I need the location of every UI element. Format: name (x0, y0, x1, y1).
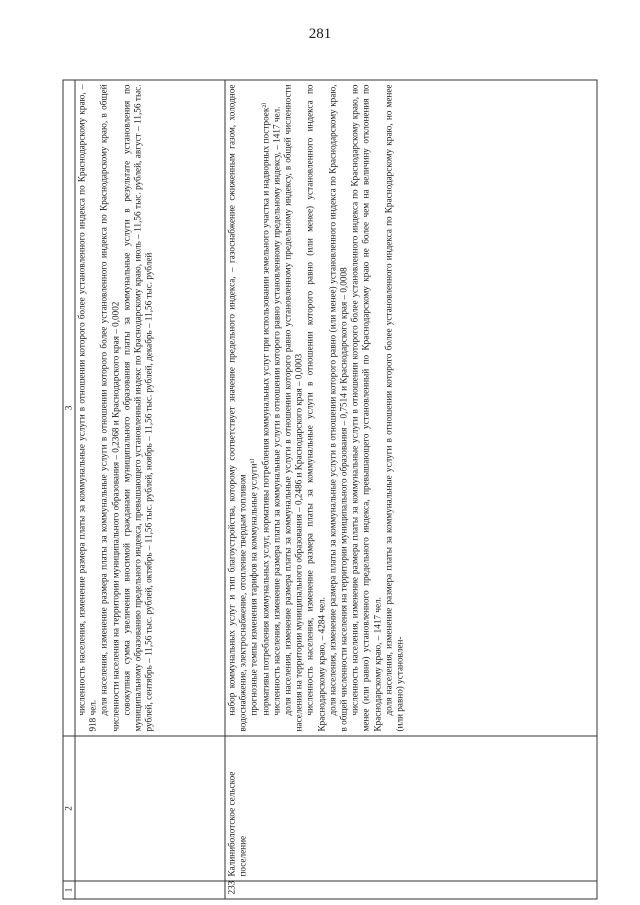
table-header-row (63, 80, 75, 899)
description-paragraph: нормативы потребления коммунальных услуг, нормативы потребления коммунальных услуг при использовании земельного участка и надворных построек²⁾ (260, 102, 271, 716)
row-description (75, 80, 225, 736)
page-number: 281 (308, 26, 332, 42)
row-number: 233 (225, 881, 597, 899)
rotated-table-wrapper (63, 80, 598, 900)
description-paragraph: набор коммунальных услуг и тип благоустройства, которому соответствует значение предельного индекса, – газоснабжение сжиженным газом, холодное водоснабжение, электроснабжение, отопление твердым топливом (226, 84, 248, 732)
description-paragraph: численность населения, изменение размера платы за коммунальные услуги в отношении которого более установленного индекса по Краснодарскому краю, – 918 чел. (76, 84, 98, 732)
description-paragraph: доля населения, изменение размера платы за коммунальные услуги в отношении которого равно установленному предельному индексу, в общей численности населения на территории муниципального образования – 0,2486 и Краснодарского края – 0,0003 (282, 84, 304, 732)
row-description (225, 80, 597, 736)
description-paragraph: численность населения, изменение размера платы за коммунальные услуги в отношении которого равно (или менее) установленного индекса по Краснодарскому краю, – 4284 чел. (304, 84, 327, 732)
table-row (75, 80, 225, 899)
table-row (225, 80, 597, 899)
header-col-3: 3 (63, 80, 75, 736)
row-municipality (75, 736, 225, 881)
description-paragraph: доля населения, изменение размера платы за коммунальные услуги в отношении которого более установленного индекса по Краснодарскому краю, но менее (или равно) установлен- (383, 84, 405, 732)
description-paragraph: численность населения, изменение размера платы за коммунальные услуги в отношении которого равно установленному предельному индексу, – 1417 чел. (271, 106, 282, 716)
description-paragraph: доля населения, изменение размера платы за коммунальные услуги в отношении которого равно (или менее) установленного индекса по Краснодарскому краю, в общей численности населения на территории муниципального образования – 0,7514 и Краснодарского края – 0,0008 (327, 84, 349, 732)
description-paragraph: прогнозные темпы изменения тарифов на коммунальные услуги¹⁾ (248, 458, 259, 716)
description-paragraph: численность населения, изменение размера платы за коммунальные услуги в отношении которого более установленного индекса по Краснодарскому краю, но менее (или равно) установленного предельного индекса, превышающего установленный по Краснодарскому краю не более чем на величину отклонения по Краснодарскому краю, – 1417 чел. (349, 84, 383, 732)
header-col-1: 1 (63, 881, 75, 899)
description-paragraph: доля населения, изменение размера платы за коммунальные услуги в отношении которого более установленного индекса по Краснодарскому краю, в общей численности населения на территории муниципального образования – 0,2368 и Краснодарского края – 0,0002 (98, 84, 121, 732)
data-table (63, 80, 598, 900)
description-paragraph: совокупная сумма увеличения вносимой гражданами муниципального образования платы за коммунальные услуги в результате установления по муниципальному образованию предельного индекса, превышающего установленный индекс по Краснодарскому краю, июль – 11,56 тыс. рублей, август – 11,56 тыс. рублей, сентябрь – 11,56 тыс. рублей, октябрь – 11,56 тыс. рублей, ноябрь – 11,56 тыс. рублей, декабрь – 11,56 тыс. рублей (121, 84, 154, 732)
header-col-2: 2 (63, 736, 75, 881)
row-municipality: Калиниболотское сельское поселение (225, 736, 597, 881)
row-number (75, 881, 225, 899)
